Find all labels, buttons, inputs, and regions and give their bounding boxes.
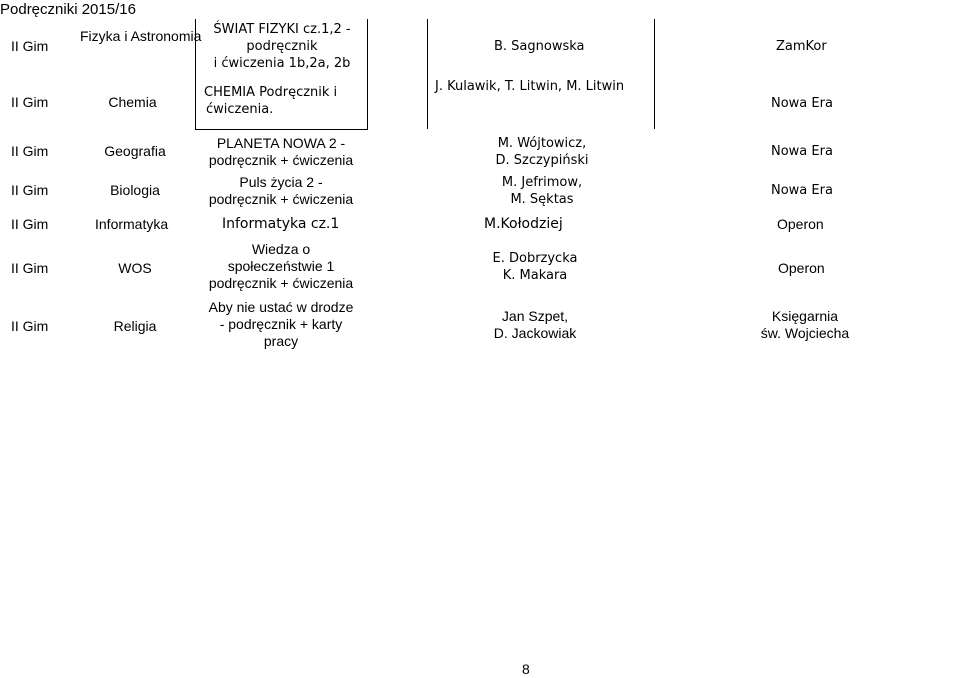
publisher-cell: ZamKor — [776, 39, 827, 54]
author-cell: M. Wójtowicz, D. Szczypiński — [495, 136, 589, 168]
subject-cell: Religia — [113, 318, 157, 334]
subject-cell: Geografia — [104, 143, 166, 159]
publisher-cell: Nowa Era — [771, 144, 833, 159]
publisher-cell: Nowa Era — [771, 96, 833, 111]
class-cell: II Gim — [11, 94, 49, 110]
class-cell: II Gim — [11, 182, 49, 198]
book-cell: Wiedza o społeczeństwie 1 podręcznik + ćwiczenia — [208, 241, 354, 291]
book-cell: ŚWIAT FIZYKI cz.1,2 - podręcznik i ćwiczenia 1b,2a, 2b — [213, 22, 351, 71]
document-title: Podręczniki 2015/16 — [0, 1, 136, 18]
class-cell: II Gim — [11, 143, 49, 159]
class-cell: II Gim — [11, 38, 49, 54]
row-rule — [195, 129, 368, 130]
book-cell: CHEMIA Podręcznik i ćwiczenia. — [204, 85, 338, 117]
book-cell: Aby nie ustać w drodze - podręcznik + karty pracy — [208, 299, 354, 349]
publisher-cell: Operon — [777, 216, 824, 232]
author-cell: M. Jefrimow, M. Sęktas — [501, 175, 583, 207]
class-cell: II Gim — [11, 318, 49, 334]
publisher-cell: Nowa Era — [771, 183, 833, 198]
book-cell: Informatyka cz.1 — [222, 216, 340, 232]
subject-cell: Biologia — [110, 182, 160, 198]
subject-cell: Fizyka i Astronomia — [80, 28, 202, 44]
subject-cell: Chemia — [108, 94, 157, 110]
author-cell: B. Sagnowska — [494, 39, 585, 54]
column-rule — [427, 19, 428, 129]
column-rule — [654, 19, 655, 129]
class-cell: II Gim — [11, 216, 49, 232]
author-cell: J. Kulawik, T. Litwin, M. Litwin — [435, 79, 625, 94]
author-cell: Jan Szpet, D. Jackowiak — [493, 308, 577, 341]
book-cell: PLANETA NOWA 2 - podręcznik + ćwiczenia — [208, 135, 354, 168]
publisher-cell: Księgarnia św. Wojciecha — [760, 308, 850, 341]
class-cell: II Gim — [11, 260, 49, 276]
subject-cell: Informatyka — [95, 216, 169, 232]
publisher-cell: Operon — [778, 260, 825, 276]
author-cell: M.Kołodziej — [484, 216, 563, 232]
subject-cell: WOS — [118, 260, 152, 276]
column-rule — [367, 19, 368, 129]
author-cell: E. Dobrzycka K. Makara — [492, 251, 578, 283]
book-cell: Puls życia 2 - podręcznik + ćwiczenia — [208, 174, 354, 207]
page-number: 8 — [522, 661, 530, 677]
